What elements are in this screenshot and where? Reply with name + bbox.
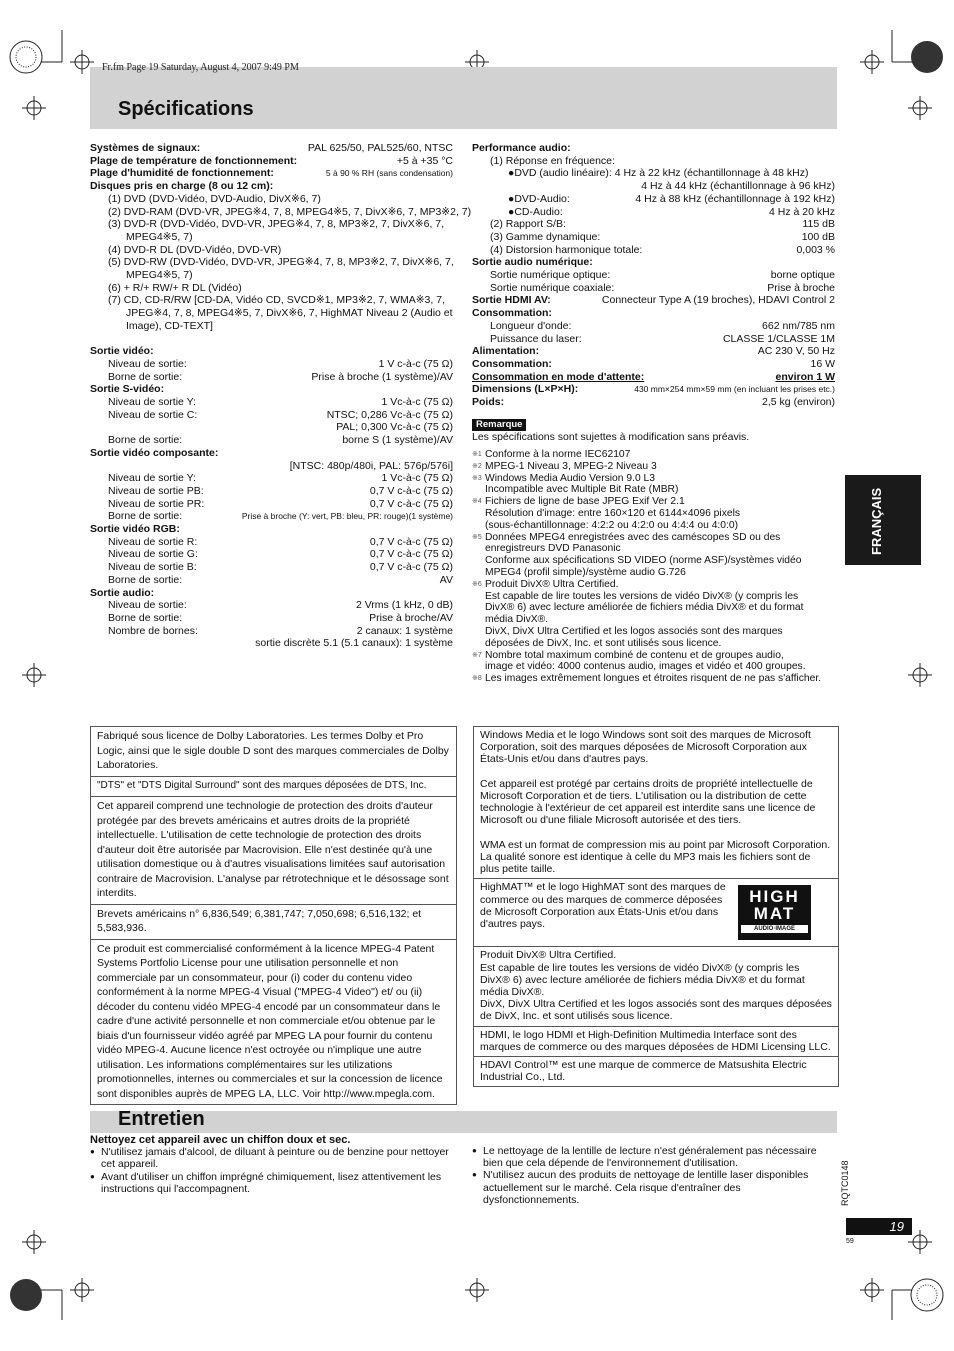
spec-label: Niveau de sortie: xyxy=(108,357,187,370)
spec-label: Sortie numérique optique: xyxy=(490,269,611,282)
trademark-notice: Ce produit est commercialisé conformément à la licence MPEG-4 Patent Systems Portfolio License pour une utilisation personnelle et non commerciale par un consommateur, pour (i) coder du contenu video conformément à la norme MPEG-4 Visual ("MPEG-4 Video") et/ ou (ii) décoder du contenu vidéo MPEG-4 encodé par un consommateur dans le cadre d'une activité personnelle et non commerciale et/ou obtenue par le biais d'un fournisseur vidéo agréé par MPEG LA pour fournir du contenu vidéo MPEG-4. Aucune licence n'est octroyée ou n'implique une autre utilisation. Les informations complémentaires sur les utilizations promotionnelles, internes ou commerciales et sur la concession de licence sont disponibles auprès de MPEG LA, LLC. Voir http://www.mpegla.com. xyxy=(91,939,456,1105)
right-spec-list xyxy=(472,142,835,409)
spec-label: Plage d'humidité de fonctionnement: xyxy=(90,167,274,180)
spec-label: Puissance du laser: xyxy=(490,332,582,345)
spec-value: 16 W xyxy=(810,357,835,370)
footnote-marker xyxy=(472,520,485,532)
footnote-marker xyxy=(472,602,485,614)
spec-row xyxy=(90,307,453,320)
spec-row xyxy=(90,523,453,536)
spec-value: Prise à broche/AV xyxy=(369,612,453,624)
spec-label: (6) + R/+ RW/+ R DL (Vidéo) xyxy=(108,281,242,294)
footnote-text: Est capable de lire toutes les versions de vidéo DivX® (y compris les xyxy=(485,590,799,602)
spec-row xyxy=(90,155,453,168)
footnote xyxy=(472,626,838,638)
footnote-text: MPEG4 (profil simple)/système audio G.726 xyxy=(485,566,686,578)
spec-value: 2 canaux: 1 système xyxy=(356,624,453,637)
spec-row xyxy=(90,205,472,219)
spec-value: 4 Hz à 44 kHz (échantillonnage à 96 kHz) xyxy=(641,180,835,193)
footnote xyxy=(472,591,838,603)
spec-label: Niveau de sortie PR: xyxy=(108,497,205,510)
spec-row xyxy=(472,231,835,244)
footnote xyxy=(472,473,838,485)
spec-value: 430 mm×254 mm×59 mm (en incluant les prises etc.) xyxy=(634,384,835,395)
spec-value: Connecteur Type A (19 broches), HDAVI Control 2 xyxy=(601,294,835,307)
spec-row xyxy=(90,561,453,574)
spec-row xyxy=(472,142,835,155)
spec-label: Borne de sortie: xyxy=(108,612,183,624)
footnote-marker: ※1 xyxy=(472,451,482,458)
spec-row xyxy=(90,587,453,600)
spec-row xyxy=(90,447,453,460)
footnote xyxy=(472,638,838,650)
spec-row xyxy=(90,244,453,257)
spec-value: 2,5 kg (environ) xyxy=(762,396,835,409)
footnote-text: Conforme aux spécifications SD VIDEO (norme ASF)/systèmes vidéo xyxy=(485,555,802,567)
spec-row xyxy=(472,294,835,307)
footnote-marker: ※8 xyxy=(472,675,482,683)
spec-row xyxy=(472,155,835,168)
spec-row xyxy=(90,142,453,155)
footnote xyxy=(472,543,838,555)
footnote xyxy=(472,532,838,544)
footnote xyxy=(472,520,838,532)
spec-value: AC 230 V, 50 Hz xyxy=(757,345,835,358)
remarque-text: Les spécifications sont sujettes à modification sans préavis. xyxy=(472,431,750,443)
footnote-marker: ※3 xyxy=(472,474,482,482)
footnote xyxy=(472,650,838,662)
spec-label: Sortie numérique coaxiale: xyxy=(490,281,615,294)
footnote-text: Fichiers de ligne de base JPEG Exif Ver 2.1 xyxy=(485,496,685,508)
trademark-notice: HighMAT™ et le logo HighMAT sont des marques de commerce ou des marques de commerce déposées de Microsoft Corporation aux États-Unis et/ou dans d'autres pays. xyxy=(474,878,838,946)
spec-row xyxy=(90,396,453,409)
spec-label: Performance audio: xyxy=(472,142,571,154)
footnote-marker xyxy=(472,567,485,579)
page-number: 19 xyxy=(846,1218,912,1235)
footnote-text: (sous-échantillonnage: 4:2:2 ou 4:2:0 ou 4:4:4 ou 4:0:0) xyxy=(485,519,739,531)
spec-label: Alimentation: xyxy=(472,345,540,358)
spec-row xyxy=(90,231,453,244)
highmat-logo-sub: AUDIO·IMAGE xyxy=(741,925,808,933)
footnote xyxy=(472,555,838,567)
spec-value: 0,7 V c-à-c (75 Ω) xyxy=(369,535,453,548)
spec-value: 0,003 % xyxy=(796,243,835,256)
spec-row xyxy=(472,269,835,282)
language-tab-label: FRANÇAIS xyxy=(869,487,884,555)
spec-label: Systèmes de signaux: xyxy=(90,142,201,154)
spec-label: Borne de sortie: xyxy=(108,370,183,383)
highmat-logo-bottom: MAT xyxy=(753,904,796,923)
spec-row xyxy=(90,548,453,561)
spec-row xyxy=(90,472,453,485)
spec-row xyxy=(90,637,453,650)
spec-label: (4) Distorsion harmonique totale: xyxy=(490,243,643,256)
spec-row xyxy=(472,218,835,231)
footnote xyxy=(472,484,838,496)
entretien-bullet: ● N'utilisez aucun des produits de nettoyage de lentille laser disponibles actuellement sur le marché. Cela risque d'entraîner des dysfonctionnements. xyxy=(472,1169,834,1206)
spec-label: Niveau de sortie: xyxy=(108,599,187,612)
left-spec-list xyxy=(90,142,472,650)
footnote-marker: ※6 xyxy=(472,580,482,588)
spec-label: Image), CD-TEXT] xyxy=(126,319,213,332)
spec-label: Sortie vidéo composante: xyxy=(90,446,219,459)
highmat-logo-top: HIGH xyxy=(749,887,800,906)
footnote-text: déposées de DivX, Inc. et sont utilisés sous licence. xyxy=(485,637,722,649)
footnote xyxy=(472,614,838,626)
spec-row xyxy=(90,383,453,396)
trademark-notice: Windows Media et le logo Windows sont soit des marques de Microsoft Corporation, soit des marques déposées de Microsoft Corporation aux États-Unis et/ou dans d'autres pays. Cet appareil est protégé par certains droits de propriété intellectuelle de Microsoft Corporation et de tiers. L'utilisation ou la distribution de cette technologie à l'extérieur de cet appareil est interdite sans une licence de Microsoft ou d'une filiale Microsoft autorisée et des tiers. WMA est un format de compression mis au point par Microsoft Corporation. La qualité sonore est identique à celle du MP3 mais les fichiers sont de plus petite taille. xyxy=(480,729,831,876)
footnote-text: enregistreurs DVD Panasonic xyxy=(485,543,621,555)
spec-label: Niveau de sortie R: xyxy=(108,535,198,548)
footnote xyxy=(472,461,838,473)
spec-label: Longueur d'onde: xyxy=(490,319,572,332)
footnote-marker xyxy=(472,638,485,650)
spec-row xyxy=(90,180,453,193)
spec-label: (2) Rapport S/B: xyxy=(490,218,566,231)
spec-value: 1 Vc-à-c (75 Ω) xyxy=(381,396,453,409)
language-tab xyxy=(845,475,921,565)
trademark-notice: Cet appareil comprend une technologie de protection des droits d'auteur protégée par des brevets américains et autres droits de la propriété intellectuelle. L'utilisation de cette technologie de protection des droits d'auteur doit être autorisée par Macrovision. Elle n'est destinée qu'à une utilisation domestique ou à d'autres visualisations limitées sauf autorisation contraire de Macrovision. L'analyse par rétrotechnique et le désossage sont interdits. xyxy=(91,796,456,904)
spec-row xyxy=(90,574,453,587)
spec-row xyxy=(90,460,453,473)
spec-label: Consommation en mode d'attente: xyxy=(472,370,645,383)
spec-row xyxy=(90,218,453,231)
highmat-logo xyxy=(738,885,811,940)
spec-row xyxy=(472,167,835,180)
spec-row xyxy=(90,294,453,307)
spec-label: (2) DVD-RAM (DVD-VR, JPEG※4, 7, 8, MPEG4※5, 7, DivX※6, 7, MP3※2, 7) xyxy=(108,205,472,218)
spec-value: borne optique xyxy=(770,269,835,282)
file-meta: Fr.fm Page 19 Saturday, August 4, 2007 9:49 PM xyxy=(102,62,299,73)
spec-label: Sortie vidéo: xyxy=(90,345,154,358)
spec-value: +5 à +35 °C xyxy=(396,154,453,167)
spec-row xyxy=(472,307,835,320)
spec-row xyxy=(472,193,835,206)
footnote-marker: ※7 xyxy=(472,651,482,659)
entretien-left xyxy=(90,1134,452,1195)
trademark-notice: Brevets américains n° 6,836,549; 6,381,747; 7,050,698; 6,516,132; et 5,583,936. xyxy=(91,904,456,939)
spec-value: Prise à broche (Y: vert, PB: bleu, PR: rouge)(1 système) xyxy=(241,511,453,522)
footnote-marker xyxy=(472,484,485,496)
footnote-text: média DivX®. xyxy=(485,614,549,626)
entretien-title: Entretien xyxy=(118,1108,205,1130)
spec-label: Poids: xyxy=(472,396,505,409)
footnote-text: Résolution d'image: entre 160×120 et 6144×4096 pixels xyxy=(485,507,740,519)
footnote-text: MPEG-1 Niveau 3, MPEG-2 Niveau 3 xyxy=(485,460,657,472)
page-title: Spécifications xyxy=(118,98,254,120)
spec-label: (3) Gamme dynamique: xyxy=(490,230,601,243)
spec-row xyxy=(472,256,835,269)
small-page-number: 59 xyxy=(846,1238,854,1245)
spec-value: 0,7 V c-à-c (75 Ω) xyxy=(369,561,453,574)
spec-value: 100 dB xyxy=(801,230,835,243)
footnote xyxy=(472,673,838,685)
spec-row xyxy=(472,333,835,346)
spec-label: Plage de température de fonctionnement: xyxy=(90,154,298,167)
spec-label: (3) DVD-R (DVD-Vidéo, DVD-VR, JPEG※4, 7, 8, MP3※2, 7, DivX※6, 7, xyxy=(108,218,445,231)
spec-row xyxy=(90,625,453,638)
remarque-block xyxy=(472,418,835,444)
spec-row xyxy=(90,167,453,180)
footnote-text: Incompatible avec Multiple Bit Rate (MBR) xyxy=(485,484,679,496)
footnote-marker xyxy=(472,626,485,638)
spec-label: Niveau de sortie Y: xyxy=(108,472,196,485)
spec-row xyxy=(90,612,453,625)
spec-row xyxy=(90,345,453,358)
spec-label: Niveau de sortie PB: xyxy=(108,484,204,497)
spec-value: AV xyxy=(439,573,453,586)
spec-row xyxy=(90,320,453,333)
spec-row xyxy=(90,193,453,206)
footnote-marker xyxy=(472,508,485,520)
footnote xyxy=(472,567,838,579)
spec-value: environ 1 W xyxy=(775,370,835,383)
spec-row xyxy=(90,409,453,422)
spec-value: CLASSE 1/CLASSE 1M xyxy=(722,332,835,345)
spec-label: Dimensions (L×P×H): xyxy=(472,383,579,396)
trademark-notice: HDMI, le logo HDMI et High-Definition Multimedia Interface sont des marques de commerce ou des marques déposées de HDMI Licensing LLC. xyxy=(474,1026,838,1056)
spec-label: JPEG※4, 7, 8, MPEG4※5, 7, DivX※6, 7, HighMAT Niveau 2 (Audio et xyxy=(126,307,453,320)
footnote xyxy=(472,602,838,614)
spec-label: MPEG4※5, 7) xyxy=(126,269,193,282)
spec-label: Borne de sortie: xyxy=(108,434,183,447)
spec-row xyxy=(472,358,835,371)
spec-label: ●DVD (audio linéaire): 4 Hz à 22 kHz (échantillonnage à 48 kHz) xyxy=(508,167,809,180)
spec-row xyxy=(90,371,453,384)
footnote-text: Nombre total maximum combiné de contenu et de groupes audio, xyxy=(485,649,784,661)
spec-label: (7) CD, CD-R/RW [CD-DA, Vidéo CD, SVCD※1, MP3※2, 7, WMA※3, 7, xyxy=(108,294,445,307)
footnote-text: DivX, DivX Ultra Certified et les logos associés sont des marques xyxy=(485,625,783,637)
spec-row xyxy=(472,282,835,295)
spec-label: Disques pris en charge (8 ou 12 cm): xyxy=(90,180,274,193)
entretien-heading: Nettoyez cet appareil avec un chiffon doux et sec. xyxy=(90,1134,351,1146)
footnote xyxy=(472,508,838,520)
spec-row xyxy=(90,536,453,549)
footnote-marker: ※4 xyxy=(472,498,482,506)
footnote-marker xyxy=(472,614,485,626)
spec-value: NTSC; 0,286 Vc-à-c (75 Ω) xyxy=(326,408,453,421)
spec-value: 4 Hz à 88 kHz (échantillonnage à 192 kHz) xyxy=(635,192,835,205)
spec-value: 4 Hz à 20 kHz xyxy=(769,205,835,218)
spec-value: 5 à 90 % RH (sans condensation) xyxy=(325,168,453,179)
spec-row xyxy=(90,269,453,282)
spec-label: MPEG4※5, 7) xyxy=(126,230,193,243)
spec-label: (4) DVD-R DL (DVD-Vidéo, DVD-VR) xyxy=(108,243,282,256)
spec-label: Consommation: xyxy=(472,357,552,370)
spec-row xyxy=(90,358,453,371)
footnote-text: Produit DivX® Ultra Certified. xyxy=(485,578,619,590)
spec-value: sortie discrète 5.1 (5.1 canaux): 1 système xyxy=(255,637,453,650)
spec-row xyxy=(472,180,835,193)
spec-row xyxy=(90,498,453,511)
footnote-marker xyxy=(472,591,485,603)
footnote-marker xyxy=(472,661,485,673)
spec-value: Prise à broche xyxy=(767,281,835,294)
spec-label: Niveau de sortie Y: xyxy=(108,396,196,409)
spec-value: PAL; 0,300 Vc-à-c (75 Ω) xyxy=(336,421,453,434)
spec-value: 0,7 V c-à-c (75 Ω) xyxy=(369,484,453,497)
footnote-text: Conforme à la norme IEC62107 xyxy=(485,449,631,460)
spec-value: 1 V c-à-c (75 Ω) xyxy=(378,357,453,370)
trademark-notice: Produit DivX® Ultra Certified. Est capable de lire toutes les versions de vidéo DivX® (y compris les DivX® 6) avec lecture améliorée de fichiers média DivX® et du format média DivX®. DivX, DivX Ultra Certified et les logos associés sont des marques déposées de DivX, Inc. et sont utilisés sous licence. xyxy=(474,946,838,1025)
spec-value: 0,7 V c-à-c (75 Ω) xyxy=(369,497,453,510)
spec-label: Sortie HDMI AV: xyxy=(472,294,551,307)
spec-label: Borne de sortie: xyxy=(108,510,183,523)
spec-row xyxy=(90,333,453,346)
footnote xyxy=(472,661,838,673)
spec-label: Sortie audio: xyxy=(90,586,155,599)
left-trademark-boxes xyxy=(90,726,457,1105)
footnote-marker xyxy=(472,543,485,555)
spec-value: [NTSC: 480p/480i, PAL: 576p/576i] xyxy=(289,459,453,472)
trademark-notice: Fabriqué sous licence de Dolby Laboratories. Les termes Dolby et Pro Logic, ainsi que le sigle double D sont des marques commerciales de Dolby Laboratories. xyxy=(97,730,449,771)
spec-label: Sortie audio numérique: xyxy=(472,256,593,269)
spec-label: Sortie S-vidéo: xyxy=(90,383,165,396)
spec-label: ●DVD-Audio: xyxy=(508,192,570,205)
spec-label: Sortie vidéo RGB: xyxy=(90,523,180,536)
spec-row xyxy=(90,434,453,447)
doc-code: RQTC0148 xyxy=(840,1160,850,1206)
entretien-right xyxy=(472,1145,834,1206)
entretien-bullet: ● Le nettoyage de la lentille de lecture n'est généralement pas nécessaire bien que cela dépende de l'environnement d'utilisation. xyxy=(472,1145,834,1169)
spec-label: Consommation: xyxy=(472,307,552,320)
spec-label: (1) DVD (DVD-Vidéo, DVD-Audio, DivX※6, 7) xyxy=(108,192,321,205)
spec-value: 0,7 V c-à-c (75 Ω) xyxy=(369,548,453,561)
spec-value: 662 nm/785 nm xyxy=(762,319,835,332)
footnote xyxy=(472,449,838,461)
spec-row xyxy=(472,383,835,396)
spec-row xyxy=(90,282,453,295)
spec-row xyxy=(90,256,453,269)
spec-value: borne S (1 système)/AV xyxy=(342,434,453,447)
spec-label: Nombre de bornes: xyxy=(108,624,198,637)
spec-label: (1) Réponse en fréquence: xyxy=(490,154,615,167)
spec-value: PAL 625/50, PAL525/60, NTSC xyxy=(307,142,453,154)
spec-label: ●CD-Audio: xyxy=(508,205,563,218)
spec-value: 115 dB xyxy=(802,218,835,231)
footnote xyxy=(472,496,838,508)
spec-label: Niveau de sortie B: xyxy=(108,561,197,574)
footnote-marker: ※5 xyxy=(472,533,482,541)
spec-row xyxy=(472,320,835,333)
spec-label: (5) DVD-RW (DVD-Vidéo, DVD-VR, JPEG※4, 7, 8, MP3※2, 7, DivX※6, 7, xyxy=(108,256,454,269)
trademark-notice: HDAVI Control™ est une marque de commerce de Matsushita Electric Industrial Co., Ltd. xyxy=(474,1056,838,1086)
spec-row xyxy=(472,206,835,219)
footnote xyxy=(472,579,838,591)
spec-row xyxy=(472,345,835,358)
footnote-marker: ※2 xyxy=(472,462,482,470)
spec-row xyxy=(472,244,835,257)
spec-row xyxy=(90,485,453,498)
spec-value: 1 Vc-à-c (75 Ω) xyxy=(381,472,453,485)
footnote-text: Windows Media Audio Version 9.0 L3 xyxy=(485,472,655,484)
entretien-bullet: ● Avant d'utiliser un chiffon imprégné chimiquement, lisez attentivement les instructions qui l'accompagnent. xyxy=(90,1171,452,1195)
entretien-bullet: ● N'utilisez jamais d'alcool, de diluant à peinture ou de benzine pour nettoyer cet appareil. xyxy=(90,1146,452,1170)
footnote-text: Les images extrêmement longues et étroites risquent de ne pas s'afficher. xyxy=(485,673,822,685)
spec-row xyxy=(90,599,453,612)
spec-value: Prise à broche (1 système)/AV xyxy=(311,370,453,383)
spec-label: Niveau de sortie C: xyxy=(108,408,198,421)
footnote-marker xyxy=(472,555,485,567)
footnote-text: DivX® 6) avec lecture améliorée de fichiers média DivX® et du format xyxy=(485,602,804,614)
spec-row xyxy=(472,371,835,384)
spec-row xyxy=(90,421,453,434)
footnote-text: Données MPEG4 enregistrées avec des caméscopes SD ou des xyxy=(485,531,781,543)
spec-row xyxy=(90,510,453,523)
footnote-text: image et vidéo: 4000 contenus audio, images et vidéo et 400 groupes. xyxy=(485,661,806,673)
spec-value: 2 Vrms (1 kHz, 0 dB) xyxy=(355,599,453,612)
spec-label: Niveau de sortie G: xyxy=(108,548,198,561)
spec-row xyxy=(472,396,835,409)
footnote-list xyxy=(472,449,838,685)
remarque-badge: Remarque xyxy=(472,419,526,431)
trademark-notice: "DTS" et "DTS Digital Surround" sont des marques déposées de DTS, Inc. xyxy=(91,776,456,797)
spec-label: Borne de sortie: xyxy=(108,573,183,586)
